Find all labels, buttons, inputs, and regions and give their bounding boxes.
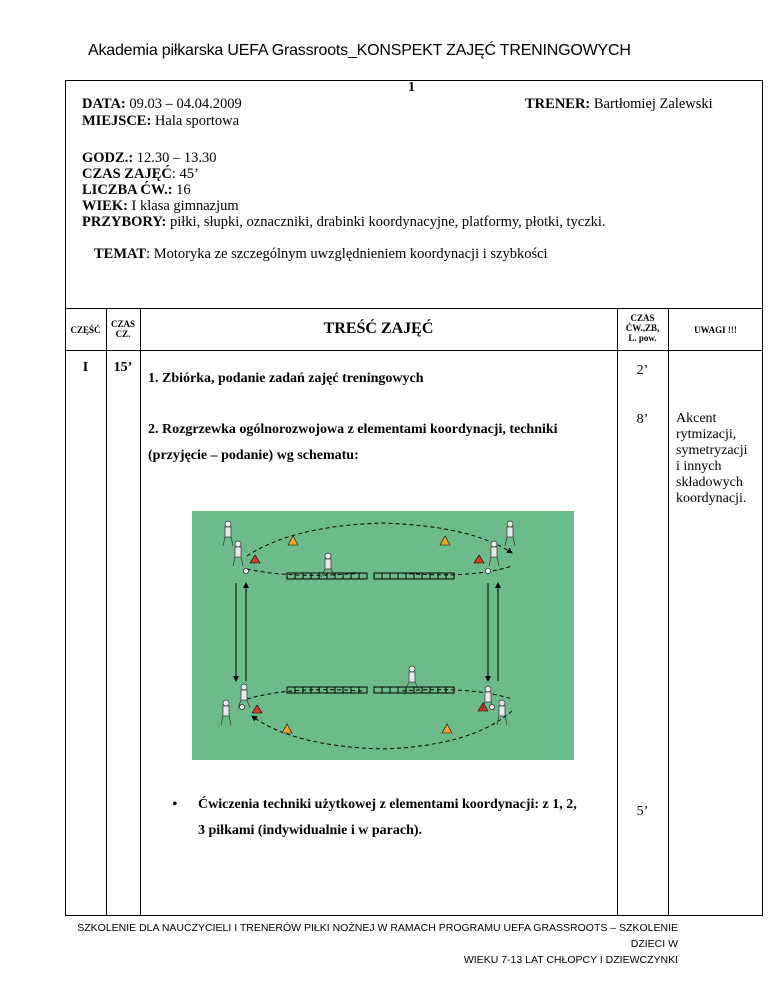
bullet-icon: • (172, 796, 178, 813)
document-footer (60, 920, 678, 968)
player-icon (221, 700, 231, 725)
cone-icon (252, 705, 262, 713)
exercise-count-label: LICZBA ĆW.: (82, 182, 173, 198)
col-divider-4 (668, 308, 669, 916)
trainer-row (525, 96, 713, 113)
remarks-line: koordynacji. (676, 491, 747, 506)
player-icon (233, 541, 243, 566)
exercise-count-row (82, 182, 191, 199)
header-czas-cz (106, 319, 140, 339)
player-icon (489, 541, 499, 566)
hours-label: GODZ.: (82, 150, 134, 166)
part-time-cell: 15’ (113, 360, 133, 375)
ball-icon (486, 569, 491, 574)
col-divider-3 (617, 308, 618, 916)
date-row (82, 96, 242, 113)
place-label: MIEJSCE: (82, 113, 152, 129)
remarks-line: i innych (676, 459, 722, 474)
training-diagram (192, 511, 574, 760)
hours-value: 12.30 – 13.30 (133, 150, 217, 166)
item-2-time: 8’ (636, 412, 649, 427)
header-czesc: CZĘŚĆ (70, 325, 101, 335)
age-value: I klasa gimnazjum (127, 198, 239, 214)
ladder-top-right (374, 573, 454, 579)
footer-line2: WIEKU 7-13 LAT CHŁOPCY I DZIEWCZYNKI (463, 954, 678, 966)
item-2-line1: 2. Rozgrzewka ogólnorozwojowa z elementami koordynacji, techniki (148, 422, 558, 437)
footer-line1: SZKOLENIE DLA NAUCZYCIELI I TRENERÓW PIŁKI NOŻNEJ W RAMACH PROGRAMU UEFA GRASSROOTS – SZKOLENIE DZIECI W (77, 922, 678, 950)
player-icon (238, 684, 250, 708)
age-row (82, 198, 239, 215)
ball-icon (244, 569, 249, 574)
header-czas-cw (617, 313, 668, 343)
topic-label: TEMAT (94, 246, 147, 262)
page-number: 1 (408, 80, 415, 95)
header-uwagi: UWAGI !!! (694, 325, 737, 335)
date-value: 09.03 – 04.04.2009 (125, 96, 242, 112)
top-left-path (247, 569, 362, 575)
header-tresc: TREŚĆ ZAJĘĆ (323, 320, 434, 337)
bullet-line1: Ćwiczenia techniki użytkowej z elementami koordynacji: z 1, 2, (198, 797, 577, 812)
header-czas-cz-line1: CZAS (110, 319, 135, 329)
table-header-border (65, 350, 763, 351)
player-icon (405, 666, 419, 690)
col-divider-1 (106, 308, 107, 916)
remarks-note (676, 411, 748, 507)
ball-icon (490, 705, 495, 710)
item-1-time: 2’ (636, 363, 649, 378)
topic-row (94, 246, 548, 263)
top-right-path (402, 566, 512, 575)
ball-icon (240, 705, 245, 710)
bottom-right-path (402, 690, 512, 699)
trainer-label: TRENER: (525, 96, 591, 112)
date-label: DATA: (82, 96, 126, 112)
bullet-line2: 3 piłkami (indywidualnie i w parach). (198, 823, 423, 838)
bullet-time: 5’ (636, 804, 649, 819)
cone-icon (282, 724, 292, 733)
player-icon (223, 521, 233, 546)
header-czas-cw-line2: ĆW.,ZB, (625, 323, 660, 333)
cone-icon (474, 555, 484, 563)
header-czas-cw-line1: CZAS (630, 313, 655, 323)
ladder-bottom-right (374, 687, 454, 693)
remarks-line: Akcent (676, 411, 717, 426)
cone-icon (250, 555, 260, 563)
header-czas-cw-line3: L. pow. (628, 333, 657, 343)
table-top-border (65, 308, 763, 309)
equipment-label: PRZYBORY: (82, 214, 167, 230)
document-header: Akademia piłkarska UEFA Grassroots_KONSPEKT ZAJĘĆ TRENINGOWYCH (88, 42, 631, 59)
age-label: WIEK: (82, 198, 128, 214)
duration-value: : 45’ (171, 166, 199, 182)
header-czas-cz-line2: CZ. (115, 329, 131, 339)
top-pass-path (247, 523, 512, 556)
duration-label: CZAS ZAJĘĆ (82, 166, 172, 182)
remarks-line: składowych (676, 475, 743, 490)
equipment-row (82, 214, 606, 231)
remarks-line: rytmizacji, (676, 427, 737, 442)
bottom-pass-path (252, 711, 512, 749)
player-icon (505, 521, 515, 546)
equipment-value: piłki, słupki, oznaczniki, drabinki koordynacyjne, platformy, płotki, tyczki. (166, 214, 606, 230)
cone-icon (442, 724, 452, 733)
training-diagram-svg (192, 511, 574, 760)
cone-icon (288, 536, 298, 545)
cone-icon (440, 536, 450, 545)
item-1-text: 1. Zbiórka, podanie zadań zajęć treningowych (148, 371, 424, 386)
bottom-left-path (247, 690, 362, 699)
trainer-value: Bartłomiej Zalewski (590, 96, 713, 112)
duration-row (82, 166, 199, 183)
exercise-count-value: 16 (172, 182, 191, 198)
remarks-line: symetryzacji (676, 443, 748, 458)
topic-value: : Motoryka ze szczególnym uwzględnieniem koordynacji i szybkości (146, 246, 548, 262)
place-value: Hala sportowa (151, 113, 240, 129)
place-row (82, 113, 239, 130)
part-cell: I (82, 360, 89, 375)
col-divider-2 (140, 308, 141, 916)
hours-row (82, 150, 217, 167)
item-2-line2: (przyjęcie – podanie) wg schematu: (148, 448, 359, 463)
